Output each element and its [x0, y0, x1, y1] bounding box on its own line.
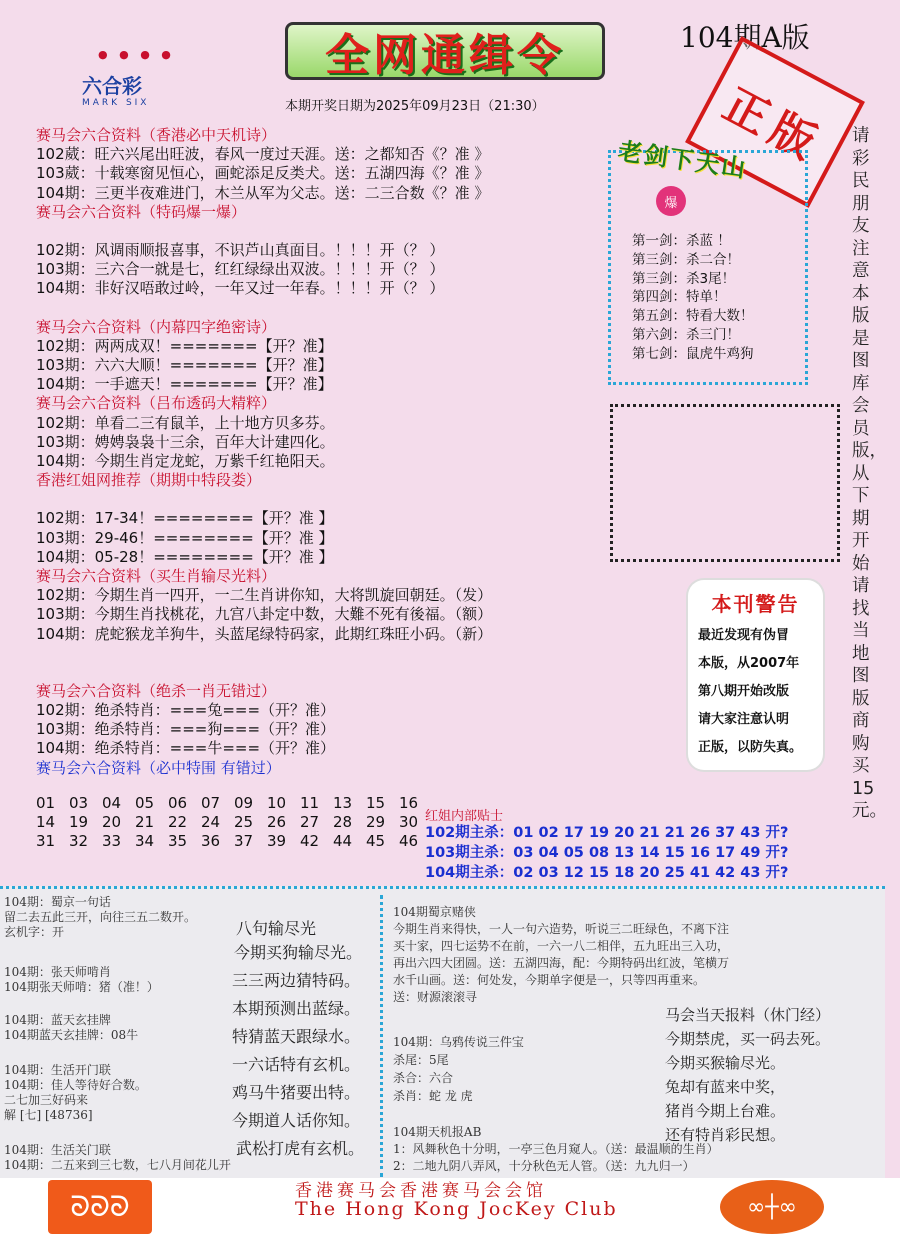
empty-ad-box — [610, 404, 840, 562]
number-cell: 14 — [36, 813, 56, 831]
number-cell: 05 — [135, 794, 155, 812]
scan-text-line: 1：风舞秋色十分明，一亭三色月窥人。（送：最温顺的生肖） — [393, 1142, 719, 1156]
number-cell: 26 — [267, 813, 287, 831]
scan-text-line: 杀尾：5尾 — [393, 1053, 449, 1067]
prediction-line: 102期：单看二三有鼠羊，上十地方贝多芬。 — [36, 413, 335, 432]
kill-row: 103期主杀：03 04 05 08 13 14 15 16 17 49 开? — [425, 845, 789, 861]
number-cell: 10 — [267, 794, 287, 812]
scan-text-line: 104期：蜀京一句话 — [4, 895, 111, 909]
sword-item: 第四剑：特单！ — [632, 289, 727, 306]
number-cell: 42 — [300, 832, 320, 850]
spacer — [36, 299, 576, 318]
warning-title: 本刊警告 — [711, 592, 800, 616]
section-header: 赛马会六合资料（内幕四字绝密诗） — [36, 317, 277, 336]
number-grid — [36, 794, 432, 851]
prediction-line: 102期：风调雨顺报喜事，不识芦山真面目。！！！开（？ ） — [36, 241, 445, 260]
verse-line: 今期道人话你知。 — [232, 1111, 361, 1130]
kill-row: 102期主杀：01 02 17 19 20 21 21 26 37 43 开? — [425, 825, 789, 841]
scan-text-line: 104期天机报AB — [393, 1125, 482, 1139]
edition-label: 104期A版 — [680, 21, 810, 54]
spacer — [36, 644, 576, 663]
verse-line: 三三两边猜特码。 — [232, 971, 361, 990]
number-cell: 31 — [36, 832, 56, 850]
number-cell: 24 — [201, 813, 221, 831]
genuine-stamp: 正版 — [685, 36, 865, 208]
scan-text-line: 解 [七] [48736] — [4, 1108, 93, 1122]
number-cell: 34 — [135, 832, 155, 850]
sword-item: 第三剑：杀二合！ — [632, 251, 740, 268]
number-cell: 28 — [333, 813, 353, 831]
scan-text-line: 今期生肖来得快，一人一句六造势，听说三二旺绿色，不离下注 — [393, 922, 730, 936]
prediction-line: 103期：今期生肖找桃花，九宫八卦定中数，大難不死有後福。（额） — [36, 605, 493, 624]
spacer — [36, 490, 576, 509]
prediction-line: 102期：17-34！========【开？准 】 — [36, 509, 334, 528]
number-cell: 44 — [333, 832, 353, 850]
number-cell: 09 — [234, 794, 254, 812]
draw-date: 本期开奖日期为2025年09月23日（21:30） — [285, 99, 545, 114]
number-row — [36, 832, 432, 851]
section-header: 赛马会六合资料（特码爆一爆） — [36, 202, 247, 221]
sword-list — [632, 232, 754, 364]
logo-en: MARK SIX — [82, 98, 150, 108]
verse-line: 一六话特有玄机。 — [232, 1055, 361, 1074]
scan-text-line: 104期：佳人等待好合数。 — [4, 1078, 147, 1092]
kill-list — [425, 823, 788, 883]
prediction-line: 102期：今期生肖一四开，一二生肖讲你知，大将凯旋回朝廷。（发） — [36, 586, 493, 605]
number-cell: 30 — [399, 813, 419, 831]
number-cell: 20 — [102, 813, 122, 831]
verse-line: 还有特肖彩民想。 — [665, 1126, 786, 1144]
verse-line: 八句输尽光 — [236, 919, 317, 938]
number-cell: 32 — [69, 832, 89, 850]
number-cell: 35 — [168, 832, 188, 850]
warning-line: 正版，以防失真。 — [698, 740, 803, 755]
number-cell: 11 — [300, 794, 320, 812]
verse-line: 今期买猴输尽光。 — [665, 1054, 786, 1072]
footer-cn: 香港赛马会香港赛马会会馆 — [295, 1181, 547, 1201]
prediction-line: 102葳：旺六兴尾出旺波，春风一度过天涯。送：之都知否《？准 》 — [36, 145, 490, 164]
warning-line: 最近发现有伪冒 — [698, 628, 790, 643]
sword-item: 第七剑：鼠虎牛鸡狗 — [632, 345, 754, 362]
section-header: 赛马会六合资料（买生肖输尽光料） — [36, 567, 277, 586]
verse-line: 兔却有蓝来中奖， — [665, 1078, 786, 1096]
prediction-line: 104期：今期生肖定龙蛇，万紫千红艳阳天。 — [36, 452, 335, 471]
number-cell: 13 — [333, 794, 353, 812]
bottom-right-panel — [380, 895, 880, 1177]
warning-card — [688, 580, 823, 770]
prediction-line: 103期：六六大顺！=======【开？准】 — [36, 356, 333, 375]
number-cell: 16 — [399, 794, 419, 812]
scan-text-line: 104期蜀京赌侠 — [393, 905, 476, 919]
sword-item: 第六剑：杀三门！ — [632, 326, 740, 343]
scan-text-line: 104期蓝天玄挂牌：08牛 — [4, 1028, 139, 1042]
number-cell: 06 — [168, 794, 188, 812]
scan-text-line: 104期：生活开门联 — [4, 1063, 111, 1077]
footer-en: The Hong Kong JocKey Club — [295, 1198, 618, 1220]
section-header: 香港红姐网推荐（期期中特段娄） — [36, 471, 262, 490]
scan-text-line: 留二去五此三开，向往三五二数开。 — [4, 910, 197, 924]
warning-line: 本版，从2007年 — [698, 656, 800, 671]
scan-text-line: 104期：二五来到三七数，七八月间花儿开 — [4, 1158, 231, 1172]
logo-cn: 六合彩 — [82, 74, 142, 98]
number-cell: 25 — [234, 813, 254, 831]
mark-six-logo — [78, 48, 178, 118]
scan-text-line: 杀合：六合 — [393, 1071, 454, 1085]
prediction-line: 103期：三六合一就是七，红红绿绿出双波。！！！开（？ ） — [36, 260, 445, 279]
logo-dots: ● ● ● ● — [98, 48, 175, 61]
side-note: 请彩民朋友注意本版是图库会员版，从下期开始请找当地图版商购买15元。 — [852, 126, 887, 821]
section-header: 赛马会六合资料（吕布透码大精粹） — [36, 394, 277, 413]
spacer — [36, 222, 576, 241]
number-cell: 22 — [168, 813, 188, 831]
verse-line: 特猜蓝天跟绿水。 — [232, 1027, 361, 1046]
section-header: 赛马会六合资料（必中特围 有错过） — [36, 758, 281, 777]
number-cell: 29 — [366, 813, 386, 831]
prediction-line: 104期：非好汉唔敢过岭，一年又过一年春。！！！开（？ ） — [36, 279, 445, 298]
warning-body — [698, 622, 802, 762]
verse-line: 武松打虎有玄机。 — [236, 1139, 365, 1158]
number-row — [36, 813, 432, 832]
prediction-line: 102期：绝杀特肖：===兔===（开？准） — [36, 701, 336, 720]
verse-line: 本期预测出蓝绿。 — [232, 999, 361, 1018]
number-cell: 36 — [201, 832, 221, 850]
number-cell: 37 — [234, 832, 254, 850]
scan-text-line: 再出六四大团圆。送：五湖四海，配：今期特码出红波，笔横万 — [393, 956, 730, 970]
scan-text-line: 水千山画。送：何处发，今期单字便是一，只等四再重来。 — [393, 973, 706, 987]
scan-text-line: 二七加三好码来 — [4, 1093, 89, 1107]
scan-text-line: 买十家，四七运势不在前，一六一八二相伴，五九旺出三入功， — [393, 939, 730, 953]
prediction-line: 104期：虎蛇猴龙羊狗牛，头蓝尾绿特码家，此期红珠旺小码。（新） — [36, 624, 493, 643]
verse-line: 今期禁虎，买一码去死。 — [665, 1030, 831, 1048]
fish-logo: ∞┼∞ — [720, 1180, 824, 1234]
prediction-line: 104期：绝杀特肖：===牛===（开？准） — [36, 739, 336, 758]
spacer — [36, 663, 576, 682]
scan-text-line: 2：二地九阴八弄风，十分秋色无人管。（送：九九归一） — [393, 1159, 695, 1173]
number-cell: 46 — [399, 832, 419, 850]
sword-item: 第五剑：特看大数！ — [632, 308, 754, 325]
prediction-line: 104期：一手遮天！=======【开？准】 — [36, 375, 333, 394]
number-cell: 04 — [102, 794, 122, 812]
number-cell: 39 — [267, 832, 287, 850]
sword-item: 第三剑：杀3尾！ — [632, 270, 736, 287]
prediction-line: 103期：29-46！========【开？准 】 — [36, 528, 334, 547]
number-cell: 03 — [69, 794, 89, 812]
scan-text-line: 104期：生活关门联 — [4, 1143, 111, 1157]
kill-title: 红姐内部贴士 — [425, 809, 504, 824]
prediction-line: 103期：绝杀特肖：===狗===（开？准） — [36, 720, 336, 739]
scan-text-line: 104期：乌鸦传说三件宝 — [393, 1035, 524, 1049]
kill-row: 104期主杀：02 03 12 15 18 20 25 41 42 43 开? — [425, 865, 789, 881]
number-row — [36, 794, 432, 813]
boom-badge: 爆 — [656, 186, 686, 216]
scan-text-line: 送：财源滚滚寻 — [393, 990, 478, 1004]
number-cell: 01 — [36, 794, 56, 812]
prediction-line: 102期：两两成双！=======【开？准】 — [36, 336, 333, 355]
scan-text-line: 杀肖：蛇 龙 虎 — [393, 1089, 473, 1103]
prediction-line: 104期：05-28！========【开？准 】 — [36, 547, 334, 566]
prediction-line: 104期：三更半夜难进门，木兰从军为父志。送：二三合数《？准 》 — [36, 183, 490, 202]
bottom-left-panel — [4, 895, 374, 1177]
number-cell: 27 — [300, 813, 320, 831]
verse-line: 马会当天报料（休门经） — [665, 1006, 831, 1024]
number-cell: 45 — [366, 832, 386, 850]
warning-line: 第八期开始改版 — [698, 684, 790, 699]
scan-text-line: 104期张天师啃：猪（准！） — [4, 980, 159, 994]
sword-title: 老剑下天山 — [616, 137, 749, 183]
number-cell: 07 — [201, 794, 221, 812]
number-cell: 15 — [366, 794, 386, 812]
number-cell: 19 — [69, 813, 89, 831]
scan-text-line: 104期：张天师啃肖 — [4, 965, 111, 979]
sword-item: 第一剑：杀蓝 ！ — [632, 233, 731, 249]
section-header: 赛马会六合资料（绝杀一肖无错过） — [36, 681, 277, 700]
page-title: 全网通缉令 — [285, 22, 605, 80]
number-cell: 21 — [135, 813, 155, 831]
prediction-line: 103葳：十载寒窗见恒心，画蛇添足反类犬。送：五湖四海《？准 》 — [36, 164, 490, 183]
verse-line: 鸡马牛猪要出特。 — [232, 1083, 361, 1102]
jockey-club-logo: ᘐᘐᘐ — [48, 1180, 152, 1234]
prediction-line: 103期：娉娉袅袅十三余，百年大计建四化。 — [36, 432, 335, 451]
number-cell: 33 — [102, 832, 122, 850]
warning-line: 请大家注意认明 — [698, 712, 790, 727]
verse-line: 今期买狗输尽光。 — [234, 943, 363, 962]
scan-text-line: 104期：蓝天玄挂牌 — [4, 1013, 111, 1027]
main-predictions — [36, 126, 576, 778]
scan-text-line: 玄机字：开 — [4, 925, 65, 939]
section-header: 赛马会六合资料（香港必中天机诗） — [36, 126, 277, 144]
verse-line: 猪肖今期上台难。 — [665, 1102, 786, 1120]
